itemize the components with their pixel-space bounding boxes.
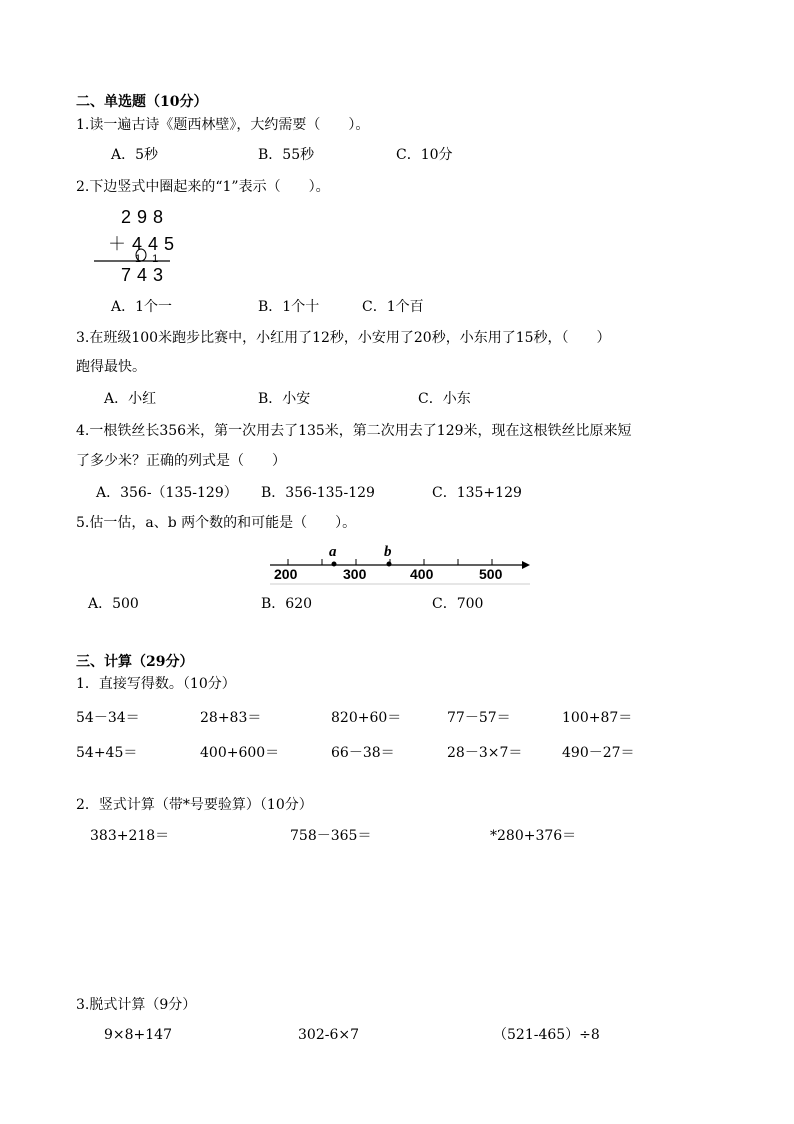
- question-1: 1.读一遍古诗《题西林壁》，大约需要（ ）。: [76, 117, 370, 133]
- addend-bottom: ＋445: [108, 234, 181, 254]
- q2-option-c: C．1个百: [362, 299, 424, 315]
- q3-option-b: B．小安: [258, 391, 311, 407]
- oral-calc-2-3: 66－38＝: [331, 745, 395, 761]
- q5-option-b: B．620: [261, 596, 313, 612]
- question-3-line-2: 跑得最快。: [76, 359, 146, 375]
- q4-option-b: B．356-135-129: [261, 485, 375, 501]
- point-a-dot: [332, 562, 337, 567]
- stepwise-calc-3: （521-465）÷8: [493, 1027, 600, 1043]
- number-line: [268, 544, 533, 588]
- tick-label-500: 500: [479, 566, 503, 582]
- calc-part-1-title: 1．直接写得数。（10分）: [76, 676, 236, 692]
- q5-option-c: C．700: [432, 596, 484, 612]
- question-5: 5.估一估，a、b 两个数的和可能是（ ）。: [76, 515, 357, 531]
- oral-calc-1-1: 54－34＝: [76, 710, 140, 726]
- oral-calc-1-3: 820+60＝: [331, 710, 402, 726]
- column-calc-3: *280+376＝: [490, 828, 577, 844]
- oral-calc-1-4: 77－57＝: [447, 710, 511, 726]
- question-4-line-2: 了多少米？正确的列式是（ ）: [76, 453, 286, 469]
- oral-calc-1-2: 28+83＝: [200, 710, 262, 726]
- point-a-label: a: [329, 544, 337, 560]
- tick-label-300: 300: [343, 566, 367, 582]
- stepwise-calc-2: 302-6×7: [298, 1027, 359, 1043]
- tick-label-200: 200: [274, 566, 298, 582]
- oral-calc-2-4: 28－3×7＝: [447, 745, 523, 761]
- oral-calc-2-2: 400+600＝: [200, 745, 280, 761]
- question-2: 2.下边竖式中圈起来的“1”表示（ ）。: [76, 179, 330, 195]
- oral-calc-2-1: 54+45＝: [76, 745, 138, 761]
- q1-option-a: A．5秒: [111, 147, 159, 163]
- section-title-calculation: 三、计算（29分）: [76, 654, 194, 670]
- oral-calc-2-5: 490－27＝: [562, 745, 635, 761]
- oral-calc-1-5: 100+87＝: [562, 710, 633, 726]
- q4-option-a: A．356-（135-129）: [96, 485, 238, 501]
- q2-option-b: B．1个十: [258, 299, 320, 315]
- addend-top: 298: [121, 207, 170, 227]
- carry-digits: 1 1: [135, 253, 163, 265]
- sum-result: 743: [121, 265, 170, 285]
- q5-option-a: A．500: [88, 596, 139, 612]
- stepwise-calc-1: 9×8+147: [104, 1027, 172, 1043]
- point-b-label: b: [384, 544, 392, 560]
- vertical-addition: [90, 205, 180, 290]
- calc-part-3-title: 3.脱式计算（9分）: [76, 997, 197, 1013]
- q3-option-c: C．小东: [418, 391, 471, 407]
- calc-part-2-title: 2．竖式计算（带*号要验算）（10分）: [76, 797, 313, 813]
- column-calc-1: 383+218＝: [90, 828, 170, 844]
- column-calc-2: 758－365＝: [290, 828, 372, 844]
- q1-option-b: B．55秒: [258, 147, 315, 163]
- q4-option-c: C．135+129: [432, 485, 522, 501]
- section-title-single-choice: 二、单选题（10分）: [76, 94, 208, 110]
- q3-option-a: A．小红: [104, 391, 157, 407]
- q2-option-a: A．1个一: [111, 299, 173, 315]
- tick-label-400: 400: [410, 566, 434, 582]
- point-b-dot: [387, 562, 392, 567]
- q1-option-c: C．10分: [396, 147, 453, 163]
- question-3-line-1: 3.在班级100米跑步比赛中，小红用了12秒，小安用了20秒，小东用了15秒，（ ）: [76, 330, 611, 346]
- question-4-line-1: 4.一根铁丝长356米，第一次用去了135米，第二次用去了129米，现在这根铁丝比原来短: [76, 423, 632, 439]
